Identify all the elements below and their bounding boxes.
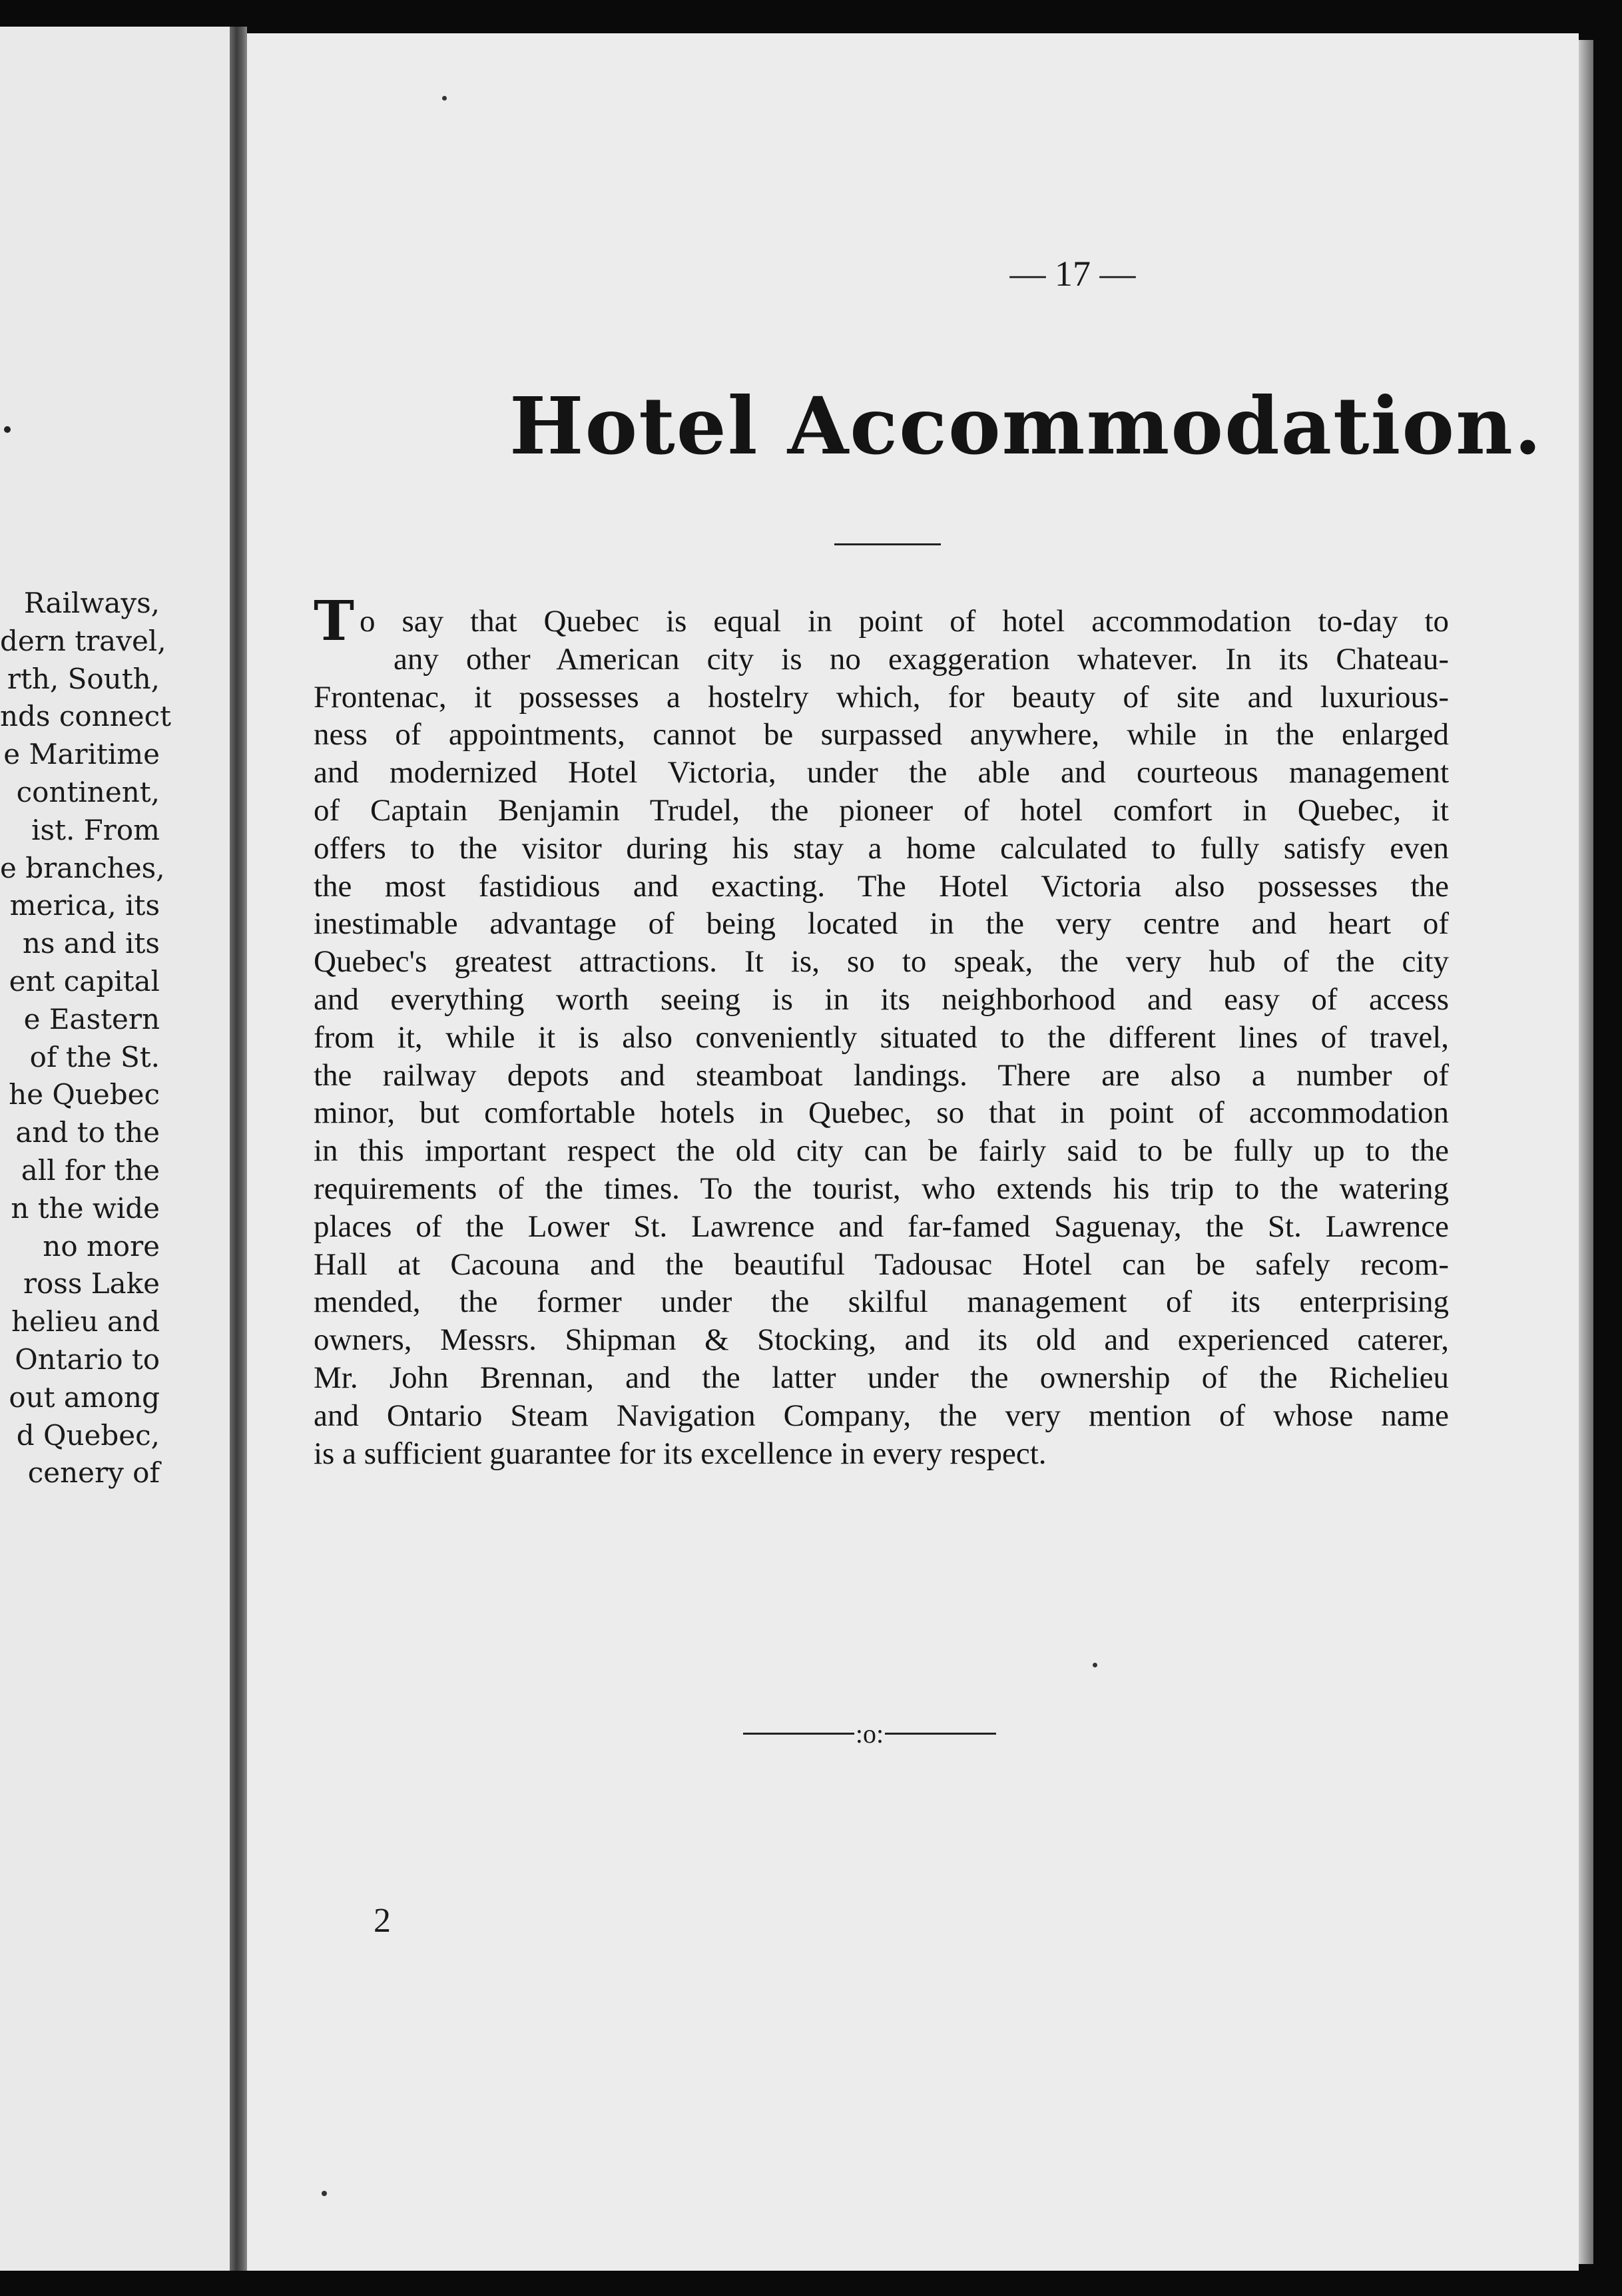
page-17: [247, 33, 1579, 2271]
facing-page-line: out among: [9, 1380, 160, 1414]
facing-page-line: ent capital: [9, 964, 160, 998]
facing-page-line: of the St.: [29, 1040, 160, 1073]
body-line: offers to the visitor during his stay a home calculated to fully satisfy even: [314, 830, 1449, 866]
facing-page-line: ross Lake: [23, 1267, 160, 1300]
facing-page-line: d Quebec,: [16, 1418, 160, 1452]
facing-page-line: Railways,: [23, 587, 160, 619]
facing-page-line: cenery of: [27, 1456, 160, 1490]
facing-page-line: nds connect: [0, 700, 172, 733]
facing-page-line: all for the: [21, 1153, 160, 1187]
body-line: in this important respect the old city can be fairly said to be fully up to the: [314, 1133, 1449, 1169]
separator-mark: :o:: [855, 1719, 884, 1749]
facing-page-line: and to the: [15, 1116, 160, 1149]
title-underline: [834, 543, 941, 545]
ink-speck: [322, 2191, 327, 2196]
body-line: and everything worth seeing is in its neighborhood and easy of access: [314, 982, 1449, 1017]
drop-cap: T: [314, 589, 355, 653]
facing-page-line: e Maritime: [3, 738, 160, 771]
body-line: inestimable advantage of being located in the very centre and heart of: [314, 906, 1449, 942]
page-edge-shadow: [1579, 40, 1593, 2264]
facing-page-line: no more: [43, 1229, 160, 1263]
body-line: from it, while it is also conveniently situated to the different lines of travel,: [314, 1019, 1449, 1055]
ink-speck: [1093, 1663, 1097, 1667]
body-paragraph: [314, 589, 1449, 1472]
facing-page-line: e branches,: [0, 851, 165, 884]
body-line: is a sufficient guarantee for its excellence in every respect.: [314, 1436, 1047, 1471]
body-line: the most fastidious and exacting. The Hotel Victoria also possesses the: [314, 868, 1449, 904]
ink-speck: [442, 96, 447, 101]
body-line: of Captain Benjamin Trudel, the pioneer of hotel comfort in Quebec, it: [314, 792, 1449, 828]
body-line: any other American city is no exaggeration whatever. In its Chateau-: [394, 641, 1449, 677]
body-line: Quebec's greatest attractions. It is, so to speak, the very hub of the city: [314, 944, 1449, 980]
facing-page-text: [0, 585, 172, 1492]
facing-page-line: ns and its: [22, 927, 160, 960]
body-line: Hall at Cacouna and the beautiful Tadousac Hotel can be safely recom-: [314, 1247, 1449, 1282]
body-line: requirements of the times. To the tourist, who extends his trip to the watering: [314, 1171, 1449, 1206]
body-line: owners, Messrs. Shipman & Stocking, and its old and experienced caterer,: [314, 1322, 1449, 1358]
body-line: Mr. John Brennan, and the latter under the ownership of the Richelieu: [314, 1360, 1449, 1395]
facing-page-line: merica, its: [9, 889, 160, 922]
body-line: mended, the former under the skilful management of its enterprising: [314, 1285, 1449, 1320]
body-line: ness of appointments, cannot be surpassed anywhere, while in the enlarged: [314, 717, 1449, 752]
facing-page-left: [0, 27, 230, 2271]
facing-page-line: e Eastern: [23, 1002, 160, 1035]
body-line: minor, but comfortable hotels in Quebec, so that in point of accommodation: [314, 1095, 1449, 1131]
separator-rule-left: [743, 1733, 854, 1735]
facing-page-line: continent,: [16, 775, 160, 808]
body-line: places of the Lower St. Lawrence and far-famed Saguenay, the St. Lawrence: [314, 1209, 1449, 1244]
facing-page-line: helieu and: [11, 1305, 160, 1338]
facing-page-line: he Quebec: [9, 1078, 160, 1111]
page-title: Hotel Accommodation.: [509, 380, 1543, 472]
facing-page-line: n the wide: [11, 1191, 160, 1225]
facing-page-line: Ontario to: [15, 1342, 160, 1376]
body-line: [314, 589, 1449, 653]
body-line: and Ontario Steam Navigation Company, the very mention of whose name: [314, 1398, 1449, 1433]
facing-page-line: dern travel,: [0, 624, 166, 657]
signature-mark: 2: [374, 1902, 391, 1940]
body-line: the railway depots and steamboat landings. There are also a number of: [314, 1057, 1449, 1093]
ink-speck: [4, 426, 11, 433]
body-line: and modernized Hotel Victoria, under the able and courteous management: [314, 755, 1449, 790]
page-number: — 17 —: [1009, 254, 1136, 294]
book-gutter: [230, 27, 247, 2271]
facing-page-line: ist. From: [31, 813, 160, 846]
separator-rule-right: [885, 1733, 996, 1735]
section-separator: [743, 1718, 996, 1749]
body-line-text: o say that Quebec is equal in point of hotel accommodation to-day to: [360, 604, 1449, 639]
body-line: Frontenac, it possesses a hostelry which, for beauty of site and luxurious-: [314, 679, 1449, 715]
facing-page-line: rth, South,: [7, 662, 160, 695]
